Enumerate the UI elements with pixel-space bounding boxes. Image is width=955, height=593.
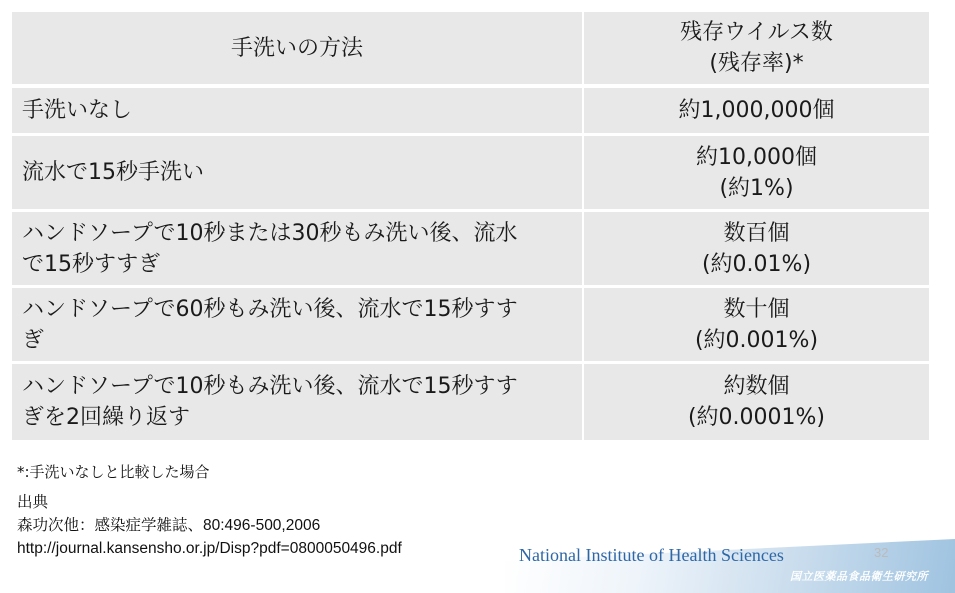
value-line1: 約数個 (723, 374, 790, 399)
method-line1: ハンドソープで60秒もみ洗い後、流水で15秒すす (22, 296, 518, 322)
table-row (12, 88, 929, 133)
value-cell (584, 364, 929, 440)
source-url: http://journal.kansensho.or.jp/Disp?pdf=0800050496.pdf (17, 540, 402, 557)
header-virus-line2: (残存率)* (709, 51, 804, 76)
method-line1: ハンドソープで10秒もみ洗い後、流水で15秒すす (22, 374, 518, 399)
method-line1: 流水で15秒手洗い (22, 160, 204, 185)
method-line2: ぎ (22, 327, 45, 353)
method-cell (12, 136, 582, 209)
source-citation: 森功次他：感染症学雑誌、80:496-500,2006 (17, 517, 321, 534)
method-line1: 手洗いなし (22, 98, 133, 123)
method-line1: ハンドソープで10秒または30秒もみ洗い後、流水 (22, 220, 518, 246)
method-cell (12, 288, 582, 361)
method-cell (12, 88, 582, 133)
value-line2: (約0.0001%) (687, 405, 826, 430)
page-number: 32 (874, 545, 889, 560)
method-cell (12, 212, 582, 285)
value-line1: 数百個 (723, 220, 790, 246)
value-line1: 数十個 (723, 296, 790, 322)
value-cell (584, 136, 929, 209)
value-line1: 約1,000,000個 (678, 98, 835, 123)
value-cell (584, 88, 929, 133)
header-method: 手洗いの方法 (230, 35, 363, 61)
value-line2: (約1%) (719, 175, 794, 201)
value-cell (584, 212, 929, 285)
value-line1: 約10,000個 (696, 144, 817, 170)
table-row (12, 364, 929, 440)
table-row (12, 136, 929, 209)
table-row (12, 288, 929, 361)
footnote: *:手洗いなしと比較した場合 (17, 463, 210, 481)
source-heading: 出典 (17, 494, 49, 511)
header-virus-line1: 残存ウイルス数 (680, 20, 833, 45)
method-line2: ぎを2回繰り返す (22, 405, 190, 430)
table-row (12, 212, 929, 285)
value-cell (584, 288, 929, 361)
table-header-row (12, 12, 929, 84)
value-line2: (約0.01%) (701, 251, 812, 277)
method-cell (12, 364, 582, 440)
header-virus (584, 12, 929, 84)
institute-name-jp: 国立医薬品食品衛生研究所 (790, 570, 928, 583)
institute-name-en: National Institute of Health Sciences (519, 545, 784, 565)
method-line2: で15秒すすぎ (22, 251, 161, 277)
value-line2: (約0.001%) (694, 327, 819, 353)
